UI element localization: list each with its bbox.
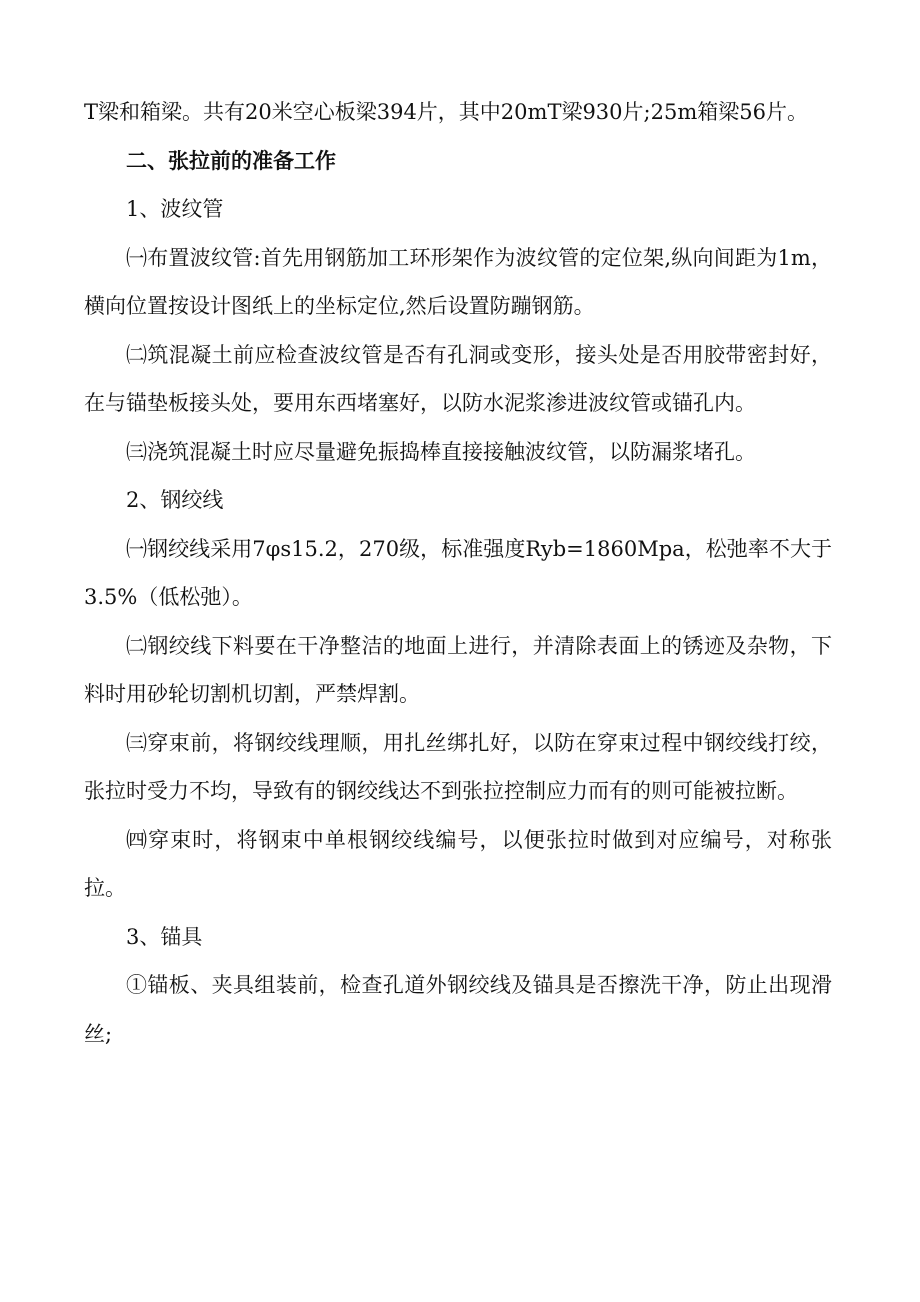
paragraph-strand-spec: ㈠钢绞线采用7φs15.2，270级，标准强度Ryb=1860Mpa，松弛率不大于3.5%（低松弛）。 bbox=[84, 536, 832, 609]
paragraph-anchor-assembly: ①锚板、夹具组装前，检查孔道外钢绞线及锚具是否擦洗干净，防止出现滑丝; bbox=[84, 973, 832, 1046]
paragraph-beam-count: T梁和箱梁。共有20米空心板梁394片，其中20mT梁930片;25m箱梁56片。 bbox=[84, 100, 808, 124]
paragraph-pipe-inspection: ㈡筑混凝土前应检查波纹管是否有孔洞或变形，接头处是否用胶带密封好，在与锚垫板接头处，要用东西堵塞好，以防水泥浆渗进波纹管或锚孔内。 bbox=[84, 342, 832, 415]
paragraph-pipe-vibration: ㈢浇筑混凝土时应尽量避免振捣棒直接接触波纹管，以防漏浆堵孔。 bbox=[126, 439, 756, 464]
subheading-corrugated-pipe: 1、波纹管 bbox=[126, 197, 224, 221]
section-heading-preparation: 二、张拉前的准备工作 bbox=[126, 148, 336, 173]
subheading-anchorage: 3、锚具 bbox=[126, 924, 203, 949]
subheading-steel-strand: 2、钢绞线 bbox=[126, 488, 224, 512]
paragraph-strand-cutting: ㈡钢绞线下料要在干净整洁的地面上进行，并清除表面上的锈迹及杂物，下料时用砂轮切割机切割，严禁焊割。 bbox=[84, 633, 832, 706]
document-page bbox=[84, 88, 832, 1058]
paragraph-strand-numbering: ㈣穿束时，将钢束中单根钢绞线编号，以便张拉时做到对应编号，对称张拉。 bbox=[84, 827, 832, 900]
paragraph-strand-threading: ㈢穿束前，将钢绞线理顺，用扎丝绑扎好，以防在穿束过程中钢绞线打绞，张拉时受力不均，导致有的钢绞线达不到张拉控制应力而有的则可能被拉断。 bbox=[84, 730, 832, 803]
paragraph-pipe-placement: ㈠布置波纹管:首先用钢筋加工环形架作为波纹管的定位架,纵向间距为1m，横向位置按设计图纸上的坐标定位,然后设置防蹦钢筋。 bbox=[84, 245, 832, 318]
